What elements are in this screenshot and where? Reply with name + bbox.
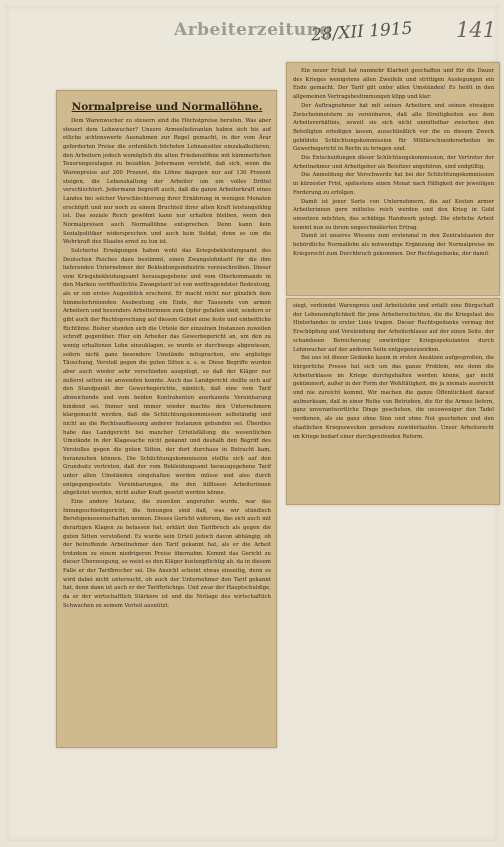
article-paragraph: Eine andere Instanz, die zuweilen angerufen wurde, war das Innungsschiedsgericht, die Innungen sind daß, was wir ständisch Berufsgenossenschaften nennen. Dieses Gericht widerum, das sich auch mit derartigen Klagen zu befassen hat, erklärt den Tarifbruch als gegen die guten Sitten verstoßend. Es wurde sein Urteil jedoch davon abhängig, ob der betreffende Arbeitnehmer den Tarif gekannt hat, als er die Arbeit trotzdem zu einem niedrigeren Preise übernahm. Kommt das Gericht zu dieser Überzeugung, so weist es den Kläger kostenpflichtig ab, da in diesem Falle er der Tarifbrecher sei. Die Ansicht scheint etwas einseitig, denn es wird dabei nicht untersucht, ob auch der Unternehmer den Tarif gekannt hat, denn dann ist auch er der Tarifbrüchige. Und zwar der Hauptschuldige, da er der wirtschaftlich Stärkere ist und die Notlage des wirtschaftlich Schwachen zu seinem Vorteil ausnützt.: [63, 498, 271, 609]
article-paragraph: Der Auftragnehmer hat mit seinen Arbeitern und seinen etwaigen Zwischenmeistern zu vereinbaren, daß alle Streitigkeiten aus dem Arbeitsverhältnis, soweit sie sich nicht unmittelbar zwischen den Beteiligten erledigen lassen, ausschließlich vor die zu diesem Zweck gebildete Schlichtungskommission für Militärschneiderarbeiten im Gewerbegericht in Berlin zu bringen sind.: [293, 102, 494, 153]
clipping-left-column: [56, 90, 277, 748]
clipping-right-top: [286, 62, 500, 296]
article-paragraph: Damit ist unseres Wissens zum erstenmal in den Zentralstaaten der behördliche Normallohn als notwendige Ergänzung der Normalpreise im Kriegsrecht zum Durchbruch gekommen. Der Rechtsgedanke, der damit: [293, 233, 494, 257]
handwritten-date: 28/XII 1915: [310, 18, 414, 46]
newspaper-masthead: Arbeiterzeitung: [174, 20, 332, 40]
article-paragraph: Bei uns ist dieser Gedanke kaum in ersten Ansätzen aufgesproßen, die bürgerliche Presse hat sich um das ganze Problem, wie denn die Arbeiterklasse im Kriege durchgehalten werden könne, gar nicht gekümmert, außer in der Form der Wohltätigkeit, die ja niemals ausreicht und nie zureicht kommt. Wir machen die ganze Öffentlichkeit darauf aufmerksam, daß in einer Reihe von Betrieben, die für die Armee liefern, ganz unverantwortliche Dinge geschehen, die unsoweniger den Tadel verdienen, als sie ganz ohne Sinn und ohne Not geschehen und den staatlichen Kriegszwecken geradezu zuwiderlaufen. Unser Arbeitsrecht im Kriege bedarf einer durchgreifenden Reform.: [293, 355, 494, 440]
page-number: 141: [456, 18, 497, 42]
article-paragraph: Die Entscheidungen dieser Schlichtungskommission, der Vertreter der Arbeitnehmer und Arbeitgeber als Beisitzer angehören, sind endgültig.: [293, 155, 494, 170]
article-paragraph: Damit ist jener Sorte von Unternehmern, die auf Kosten armer Arbeiterinnen gern mühelos reich werden und den Krieg in Gold umsetzen möchten, das schäbige Handwerk gelegt. Die ehrliche Arbeit kommt nun zu ihrem ungeschmälerten Ertrag.: [293, 198, 494, 231]
article-paragraph: Die Anmeldung der Vorschwerde hat bei der Schlichtungskommission in kürzester Frist, spätestens einen Monat nach Fälligkeit der jeweiligen Forderung zu erfolgen.: [293, 172, 494, 196]
article-headline: Normalpreise und Normallöhne.: [71, 101, 263, 113]
article-paragraph: siegt, verbindet Warenpreis und Arbeitslohn und erfaßt eine Bürgschaft der Lebensmöglichkeit für jene Arbeiterschichten, die die Kriegslast des Hinterlandes in erster Linie tragen. Dieser Rechtsgedanke vermag der Erschöpfung und Verelendung der Arbeiterklasse auf der einen Seite, der schamlosen Bereicherung unwürdiger Kriegsspekulanten durch Lohnwucher auf der anderen Seite entgegenzuwirken.: [293, 303, 494, 353]
archive-page: [6, 6, 498, 841]
article-paragraph: Ein neuer Erlaß hat nunmehr Klarheit geschaffen und für die Dauer des Krieges wenigstens allen Zweifeln und strittigen Auslegungen ein Ende gemacht. Der Tarif gilt unter allen Umständen! Es heißt in den allgemeinen Vertragsbestimmungen klipp und klar:: [293, 68, 494, 101]
clipping-right-bottom: [286, 298, 500, 505]
article-paragraph: Solcherlei Erwägungen haben wohl das Kriegsbekleidungsamt des Deutschen Reiches dazu bestimmt, einen Zwangslohntarif für die ihm lieferenden Unternehmer der Bekleidungsindustrie vorzuschreiben. Dieser vom Kriegsbekleidungsamt herausgegebene und vom Oberkommando in den Marken veröffentlichte Zwangstarif ist von weittragendster Bedeutung, als er ein erstes Augenblick erscheint. Er macht nicht nur gänzlich dem himmelschreienden Ausbeutung ein Ende, der Tausende von armen Arbeitern und besonders Arbeiterinnen zum Opfer gefallen sind, sondern er gibt auch der Rechtsprechung auf diesem Gebiet eine feste und einheitliche Richtlinie. Bisher standen sich die Urteile der einzelnen Instanzen zuweilen schroff gegenüber. Hier ein Arbeiter das Gewerbegericht an, um den zu wenig erhaltenen Lohn einzuklagen, so wurde er durchwegs abgewiesen, sofern nicht ganz besondere Umstände mitsprachen, wie arglistige Täuschung, Verstoß gegen die guten Sitten u. s. w. Diese Begriffe wurden aber auch wieder sehr verschieden ausgelegt, so daß der Kläger nur äußerst selten sie anwenden konnte. Auch das Landgericht stellte sich auf den Standpunkt der Gewerbegerichte, nämlich, daß eine vom Tarif abweichende und vom beiden Kontrahenten anerkannte Vereinbarung bindend sei. Immer und immer wieder machte den Unternehmern klargemacht werden, daß die Schlichtungskommission selbständig und nicht an die Rechtsauffassung anderer Instanzen gebunden sei. Überdies habe das Landgericht bei mancher Urteilsfällung die wesentlichen Umstände in der Klagesache nicht gekannt und deshalb den Begriff des Verstoßes gegen die guten Sitten, der dort durchaus in Betracht kam, heranziehen können. Die Schlichtungskommission stellte sich auf den Grundsatz vertreten, daß der vom Bekleidungsamt herausgegebene Tarif unter allen Umständen eingehalten werden müsse und also durch entgegengesetzte Vereinbarungen, die den hilflosen Arbeiterinnen abgelistet werden, nicht außer Kraft gesetzt werden könne.: [63, 247, 271, 497]
article-paragraph: Dem Warenwucher zu steuern sind die Höchstpreise berufen. Was aber steuert dem Lohnwucher? Unsere Armeelieferanten haben sich bis auf etliche achtenswerte Ausnahmen zur Regel gemacht, in der vom Ärar geforderten Preise die erdenklich höchsten Lohnansätze einzukalkulieren, den Arbeitern jedoch womöglich die alten Friedenslöhne mit kümmerlichen Teuerungszulagen zu bezahlen. Jedermann versteht, daß sich, wenn die Warenpreise auf 200 Prozent, die Löhne dagegen nur auf 130 Prozent steigen, die Lebenshaltung der Arbeiter um ein volles Drittel verschlechtert. Jedermann begreift auch, daß die ganze Arbeiterkraft eines Landes bei solcher Verschlechterung ihrer Ernährung in wenigen Monaten erschöpft und nur noch zu einem Bruchteil ihrer alten Kraft leistungsfähig ist. Das soziale Reich gewöhnt kann nur erhalten bleiben, wenn den Normalpreisen auch Normallöhne entsprechen. Denn kann kein Sozialpolitiker widersprechen und auch kein Soldat, denn es um die Wehrkraft des Staates ernst zu tun ist.: [63, 118, 271, 246]
